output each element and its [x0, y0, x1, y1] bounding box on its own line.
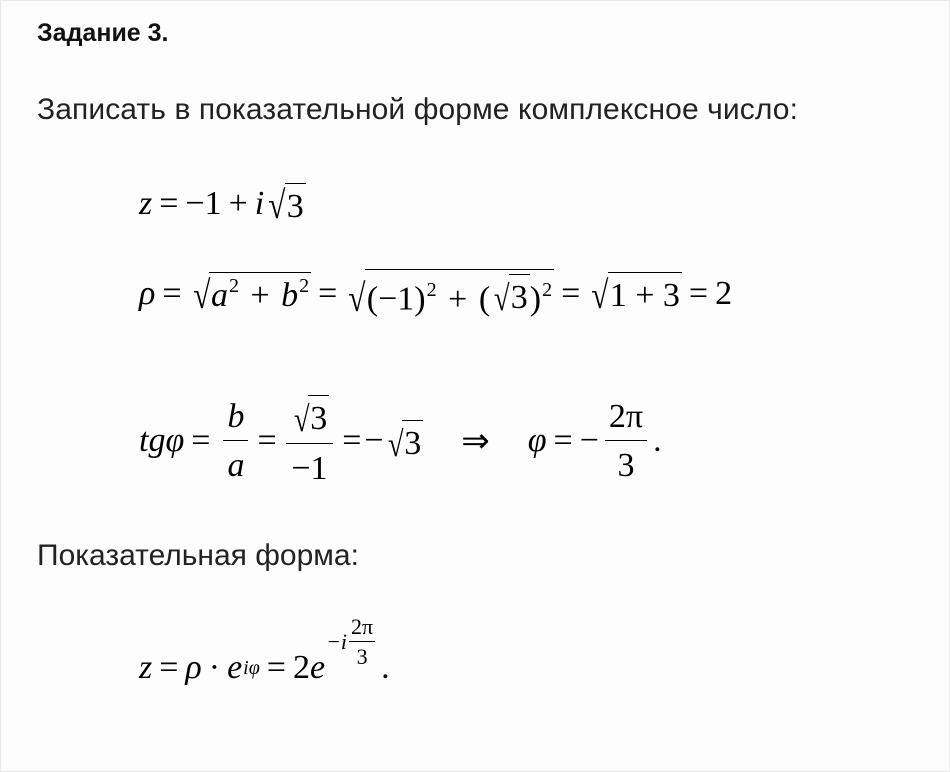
equals-sign: =	[159, 649, 179, 687]
sqrt-a2-b2	[189, 272, 312, 317]
var-phi: φ	[527, 422, 547, 460]
var-e: e	[309, 649, 326, 687]
exponent: 2	[228, 275, 239, 298]
formula-argument	[139, 395, 662, 487]
equals-sign: =	[191, 422, 211, 460]
radical-sign-icon: √	[494, 277, 510, 318]
exponent: 2	[426, 278, 437, 301]
var-b: b	[281, 277, 299, 315]
plus-sign: +	[448, 280, 468, 318]
sqrt-three	[384, 420, 424, 462]
fraction-2pi-over-3	[349, 615, 375, 669]
equals-sign: =	[688, 274, 709, 312]
denominator: a	[223, 440, 248, 484]
var-z: z	[139, 185, 153, 223]
implies-arrow-icon: ⇒	[461, 423, 490, 461]
radical-sign-icon: √	[192, 273, 210, 317]
formula-modulus	[139, 269, 732, 318]
radicand: 1 + 3	[608, 272, 682, 314]
sqrt-three	[490, 274, 530, 316]
plus-sign: +	[228, 185, 248, 223]
equals-sign: =	[266, 649, 286, 687]
equals-sign: =	[318, 274, 338, 312]
radical-sign-icon: √	[591, 273, 609, 317]
open-paren: (	[478, 280, 491, 318]
sqrt-three	[290, 395, 330, 437]
period: .	[381, 649, 390, 687]
radicand	[209, 272, 311, 314]
equals-sign: =	[342, 422, 362, 460]
denominator: 3	[349, 641, 375, 669]
sqrt-sum-of-squares	[344, 269, 554, 318]
var-a: a	[210, 277, 228, 315]
numerator: 2π	[608, 398, 644, 436]
exponent: 2	[299, 275, 310, 298]
radicand: 3	[509, 274, 530, 316]
task-title: Задание 3.	[37, 19, 169, 47]
plus-sign: +	[250, 277, 270, 315]
period: .	[653, 422, 662, 460]
close-paren: )	[529, 280, 542, 318]
coefficient-two: 2	[292, 649, 310, 687]
exponent-neg-i-2pi-over-3	[326, 615, 377, 669]
sqrt-one-plus-three	[587, 272, 682, 317]
var-rho: ρ	[139, 274, 156, 312]
radical-sign-icon: √	[387, 423, 404, 464]
formula-z-definition	[139, 183, 306, 228]
multiplication-dot: ·	[208, 649, 221, 687]
radicand: 3	[308, 395, 329, 437]
var-e: e	[227, 649, 243, 687]
modulus-result: 2	[715, 274, 733, 312]
sqrt-three	[264, 183, 305, 228]
fraction-sqrt3-over-neg1	[286, 395, 334, 487]
var-phi: φ	[165, 422, 185, 460]
equals-sign: =	[257, 422, 277, 460]
numerator	[286, 395, 334, 443]
numerator: 2π	[351, 614, 374, 639]
radicand: 3	[402, 420, 423, 462]
exponential-form-label: Показательная форма:	[37, 539, 359, 572]
equals-sign: =	[159, 185, 179, 223]
denominator: 3	[605, 440, 647, 484]
neg-i: −i	[326, 629, 348, 655]
radicand	[365, 269, 554, 318]
minus-sign: −	[364, 422, 384, 460]
fraction-b-over-a	[223, 398, 248, 484]
radical-sign-icon: √	[348, 276, 366, 320]
var-z: z	[139, 649, 153, 687]
var-rho: ρ	[185, 649, 202, 687]
equals-sign: =	[553, 422, 573, 460]
numerator: b	[227, 398, 245, 436]
radical-sign-icon: √	[293, 398, 310, 439]
denominator: −1	[286, 443, 334, 487]
equals-sign: =	[162, 274, 182, 312]
paren-neg-one: (−1)	[366, 280, 426, 318]
formula-exponential-form: z = ρ · e iφ = 2 e −i $\frac{2\pi}{3}$ .	[139, 614, 390, 687]
minus-one: −1	[185, 185, 222, 223]
minus-sign: −	[579, 422, 599, 460]
radical-sign-icon: √	[268, 184, 286, 228]
fraction-2pi-over-3	[605, 398, 647, 484]
imaginary-unit: i	[254, 185, 265, 223]
tg-function: tg	[139, 422, 166, 460]
exponent: 2	[542, 278, 553, 301]
radicand: 3	[285, 183, 306, 225]
problem-statement: Записать в показательной форме комплексное число:	[37, 93, 799, 126]
equals-sign: =	[561, 274, 581, 312]
